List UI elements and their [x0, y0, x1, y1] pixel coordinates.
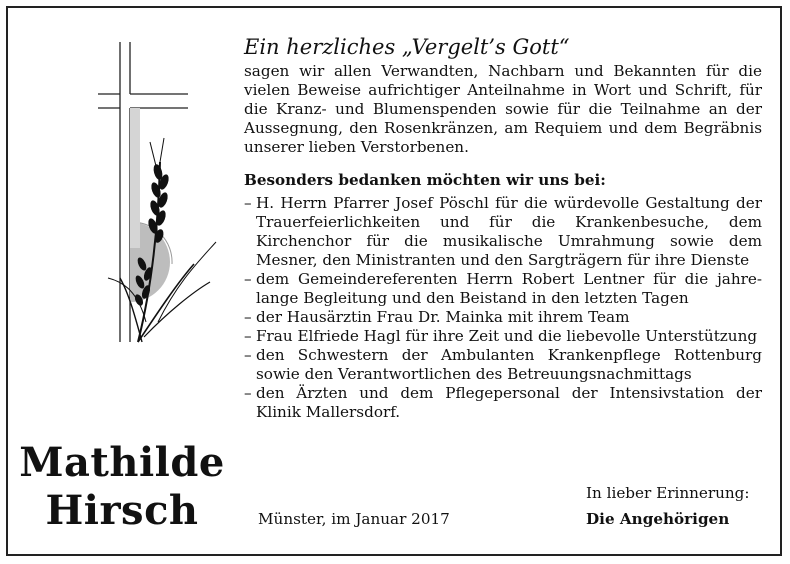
- dash-bullet: –: [244, 270, 252, 288]
- list-item: [244, 384, 762, 422]
- list-item: [244, 327, 762, 346]
- list-item-text: den Schwestern der Ambulanten Krankenpflege Rottenburg sowie den Verantwortlichen des Betreuungsnachmittags: [256, 346, 762, 383]
- list-item-text: der Hausärztin Frau Dr. Mainka mit ihrem Team: [256, 308, 630, 326]
- list-item: [244, 194, 762, 270]
- list-item-text: den Ärzten und dem Pflegepersonal der Intensivstation der Klinik Mallersdorf.: [256, 384, 762, 421]
- notice-text: [244, 34, 762, 422]
- notice-heading: Ein herzliches „Vergelt’s Gott“: [244, 35, 570, 59]
- thanks-list: [244, 194, 762, 422]
- dash-bullet: –: [244, 384, 252, 402]
- list-item: [244, 270, 762, 308]
- list-item: [244, 346, 762, 384]
- list-item-text: H. Herrn Pfarrer Josef Pöschl für die würdevolle Gestaltung der Trauerfeierlichkeiten und für die Krankenbesuche, dem Kirchenchor für die musikalische Umrahmung sowie dem Mesner, den Ministranten und den Sargträgern für ihre Dienste: [256, 194, 762, 269]
- left-column: [8, 8, 236, 556]
- signature: Die Angehörigen: [586, 510, 730, 528]
- dash-bullet: –: [244, 346, 252, 364]
- list-item-text: dem Gemeindereferenten Herrn Robert Lentner für die jahrelange Begleitung und den Beistand in den letzten Tagen: [256, 270, 762, 307]
- thanks-heading: Besonders bedanken möchten wir uns bei:: [244, 171, 606, 189]
- deceased-first-name: Mathilde: [19, 439, 225, 486]
- intro-paragraph: sagen wir allen Verwandten, Nachbarn und Bekannten für die vielen Beweise aufrichtiger Anteilnahme in Wort und Schrift, für die Kranz- und Blumenspenden sowie für die Teilnahme an der Aussegnung, den Rosenkränzen, am Requiem und dem Begräbnis unserer lieben Verstorbenen.: [244, 62, 762, 156]
- place-date: Münster, im Januar 2017: [258, 510, 450, 528]
- dash-bullet: –: [244, 194, 252, 212]
- deceased-last-name: Hirsch: [45, 487, 199, 534]
- list-item: [244, 308, 762, 327]
- dash-bullet: –: [244, 308, 252, 326]
- dash-bullet: –: [244, 327, 252, 345]
- closing-phrase: In lieber Erinnerung:: [586, 484, 750, 502]
- cross-with-wheat-icon: [98, 42, 218, 362]
- list-item-text: Frau Elfriede Hagl für ihre Zeit und die liebevolle Unterstützung: [256, 327, 758, 345]
